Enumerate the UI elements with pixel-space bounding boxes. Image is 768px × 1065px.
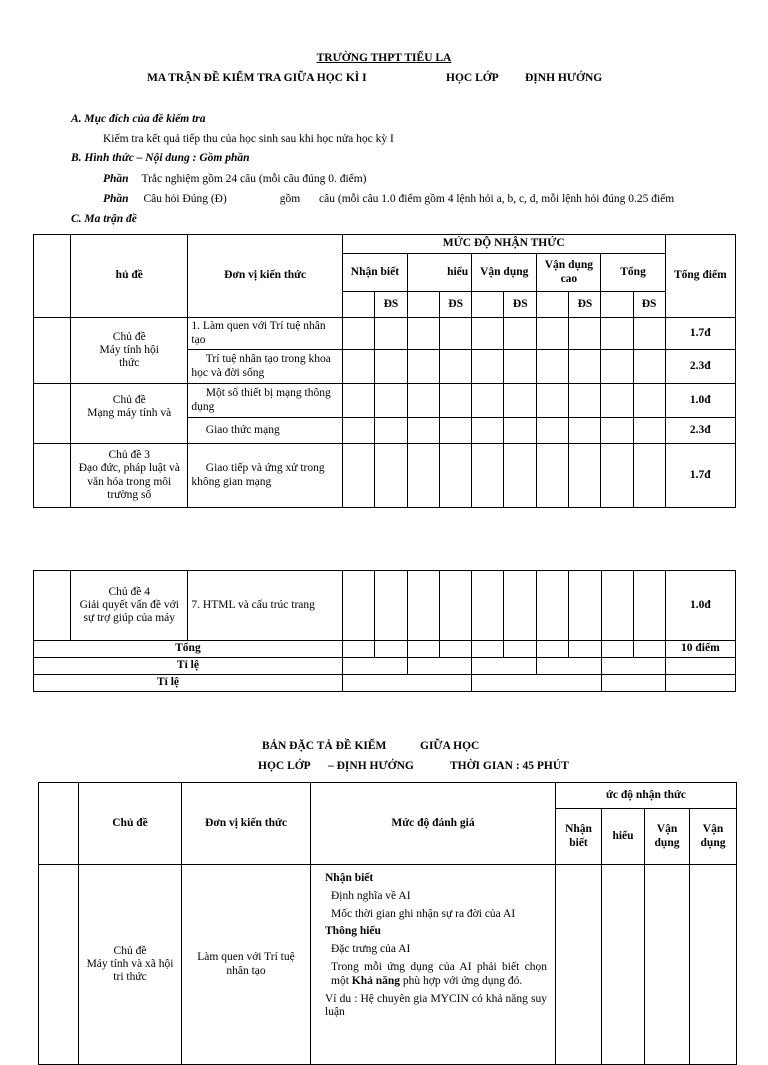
matrix-col-topic: hủ đề — [71, 235, 188, 318]
total-row — [34, 641, 736, 658]
ratio-label-2: Tỉ lệ — [34, 675, 343, 692]
grade-label: HỌC LỚP — [446, 72, 499, 84]
th-item-3: Ví du : Hệ chuyên gia MYCIN có khả năng suy luận — [325, 992, 547, 1019]
blank-cell — [472, 292, 504, 318]
table-row — [34, 384, 736, 418]
row-unit: Giao thức mạng — [188, 418, 342, 444]
ds-label: ĐS — [504, 292, 537, 318]
spec-subtitle-b: – ĐỊNH HƯỚNG — [328, 760, 414, 772]
total-label: Tổng — [34, 641, 343, 658]
table-row — [39, 865, 737, 1065]
matrix-table — [33, 234, 736, 508]
blank-cell — [408, 292, 440, 318]
matrix-title: MA TRẬN ĐỀ KIỂM TRA GIỮA HỌC KÌ I — [147, 72, 367, 84]
row-unit: Trí tuệ nhân tạo trong khoa học và đời sống — [188, 350, 342, 384]
row-topic-3: Chủ đề 3 Đạo đức, pháp luật và văn hóa trong môi trường số — [71, 444, 188, 508]
section-b-part2: Phần Câu hỏi Đúng (Đ) gồm câu (mỗi câu 1.0 điểm gồm 4 lệnh hỏi a, b, c, d, mỗi lệnh hỏi đúng 0.25 điểm — [103, 193, 675, 205]
level-hieu: hiểu — [408, 254, 472, 292]
row-unit: Giao tiếp và ứng xử trong không gian mạng — [188, 444, 342, 508]
row-topic-1: Chủ đề Máy tính hội thức — [71, 318, 188, 384]
nb-heading: Nhận biết — [325, 872, 374, 884]
level-van-dung-cao: Vận dụng cao — [537, 254, 601, 292]
row-topic-2: Chủ đề Mạng máy tính và — [71, 384, 188, 444]
spec-col-topic: Chủ đề — [79, 783, 182, 865]
row-score: 1.7đ — [665, 444, 735, 508]
ds-label: ĐS — [440, 292, 472, 318]
section-b-heading: B. Hình thức – Nội dung : Gồm phần — [71, 152, 250, 164]
school-name: TRƯỜNG THPT TIỂU LA — [316, 52, 452, 64]
row-score: 1.7đ — [665, 318, 735, 350]
level-tong: Tổng — [601, 254, 665, 292]
matrix-col-level-group: MỨC ĐỘ NHẬN THỨC — [342, 235, 665, 254]
matrix-table-continued — [33, 570, 736, 692]
row-unit: Một số thiết bị mạng thông dụng — [188, 384, 342, 418]
level-nhan-biet: Nhận biết — [342, 254, 407, 292]
total-score: 10 điểm — [665, 641, 735, 658]
section-b-part1: Phần Trắc nghiệm gồm 24 câu (mỗi câu đúng 0. điểm) — [103, 173, 367, 185]
section-a-text: Kiểm tra kết quả tiếp thu của học sinh sau khi học nửa học kỳ I — [103, 133, 394, 145]
ds-label: ĐS — [633, 292, 665, 318]
row-unit: 1. Làm quen với Trí tuệ nhân tạo — [188, 318, 342, 350]
table-row — [34, 571, 736, 641]
row-score: 1.0đ — [665, 384, 735, 418]
orientation-label: ĐỊNH HƯỚNG — [525, 72, 603, 84]
th-heading: Thông hiểu — [325, 925, 381, 938]
th-item-2: Trong mỗi ứng dụng của AI phải biết chọn một Khả năng phù hợp với ứng dụng đó. — [331, 960, 547, 987]
spec-level-van-dung-2: Vận dụng — [690, 809, 737, 865]
spec-title-a: BẢN ĐẶC TẢ ĐỀ KIỂM — [262, 740, 387, 752]
level-van-dung: Vận dụng — [472, 254, 537, 292]
row-score: 2.3đ — [665, 350, 735, 384]
ratio-label-1: Tỉ lệ — [34, 658, 343, 675]
ds-label: ĐS — [374, 292, 407, 318]
matrix-blank-header — [34, 235, 71, 318]
row-score: 2.3đ — [665, 418, 735, 444]
spec-subtitle-c: THỜI GIAN : 45 PHÚT — [450, 760, 569, 772]
spec-assessment — [311, 865, 556, 1065]
spec-title-b: GIỮA HỌC — [420, 740, 480, 752]
spec-row-unit: Làm quen với Trí tuệ nhân tạo — [182, 865, 311, 1065]
blank-cell — [537, 292, 569, 318]
spec-col-unit: Đơn vị kiến thức — [182, 783, 311, 865]
spec-level-nhan-biet: Nhận biết — [556, 809, 602, 865]
nb-item-2: Mốc thời gian ghi nhận sự ra đời của AI — [331, 907, 516, 920]
blank-cell — [601, 292, 633, 318]
spec-level-hieu: hiểu — [602, 809, 645, 865]
matrix-col-unit: Đơn vị kiến thức — [188, 235, 342, 318]
row-unit: 7. HTML và cấu trúc trang — [188, 571, 342, 641]
section-a-heading: A. Mục đích của đề kiểm tra — [71, 113, 206, 125]
nb-item-1: Định nghĩa về AI — [331, 889, 411, 902]
spec-col-assess: Mức độ đánh giá — [311, 783, 556, 865]
spec-subtitle-a: HỌC LỚP — [258, 760, 311, 772]
ratio-row — [34, 658, 736, 675]
table-row — [34, 318, 736, 350]
ratio-row — [34, 675, 736, 692]
row-score: 1.0đ — [665, 571, 735, 641]
spec-col-level-group: ức độ nhận thức — [556, 783, 737, 809]
row-topic-4: Chủ đề 4 Giải quyết vấn đề với sự trợ giúp của máy — [71, 571, 188, 641]
section-c-heading: C. Ma trận đề — [71, 213, 137, 225]
table-row — [34, 444, 736, 508]
spec-table — [38, 782, 737, 1065]
th-item-1: Đặc trưng của AI — [331, 943, 411, 956]
spec-row-topic: Chủ đề Máy tính và xã hội tri thức — [79, 865, 182, 1065]
spec-level-van-dung: Vận dụng — [645, 809, 690, 865]
ds-label: ĐS — [569, 292, 601, 318]
matrix-col-total: Tổng điểm — [665, 235, 735, 318]
blank-cell — [342, 292, 374, 318]
